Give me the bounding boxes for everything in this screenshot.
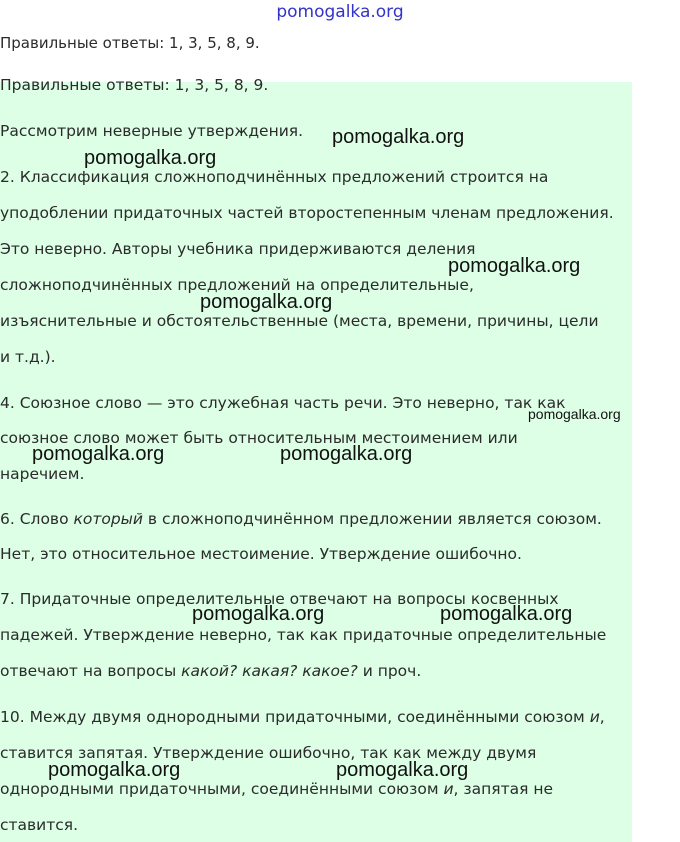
watermark-text: pomogalka.org (280, 443, 413, 465)
paragraph-line: 7. Придаточные определительные отвечают на вопросы косвенных (0, 590, 559, 608)
paragraph-line (0, 780, 553, 798)
watermark-text: pomogalka.org (84, 147, 217, 169)
paragraph-line: 4. Союзное слово — это служебная часть речи. Это неверно, так как (0, 394, 566, 412)
text-run: 10. Между двумя однородными придаточными, соединёнными союзом (0, 708, 590, 726)
emphasis-text: какой? какая? какое? (181, 662, 358, 680)
text-run: 6. Слово (0, 510, 74, 528)
paragraph-line: сложноподчинённых предложений на определительные, (0, 276, 474, 294)
watermark-text: pomogalka.org (200, 291, 333, 313)
watermark-text: pomogalka.org (336, 759, 469, 781)
paragraph-line (0, 708, 605, 726)
emphasis-text: и (443, 780, 454, 798)
answer-summary: Правильные ответы: 1, 3, 5, 8, 9. (0, 34, 260, 52)
paragraph-line: ставится запятая. Утверждение ошибочно, так как между двумя (0, 744, 537, 762)
paragraph-line: ставится. (0, 816, 79, 834)
paragraph-line: Нет, это относительное местоимение. Утверждение ошибочно. (0, 545, 522, 563)
paragraph-line: падежей. Утверждение неверно, так как придаточные определительные (0, 626, 607, 644)
watermark-text: pomogalka.org (332, 126, 465, 148)
text-run: и проч. (357, 662, 422, 680)
text-run: , запятая не (453, 780, 554, 798)
watermark-text: pomogalka.org (440, 603, 573, 625)
emphasis-text: и (589, 708, 600, 726)
paragraph-line: изъяснительные и обстоятельственные (места, времени, причины, цели (0, 312, 599, 330)
paragraph-line: союзное слово может быть относительным местоимением или (0, 429, 518, 447)
watermark-text: pomogalka.org (32, 443, 165, 465)
watermark-text: pomogalka.org (48, 759, 181, 781)
paragraph-line: Рассмотрим неверные утверждения. (0, 122, 304, 140)
answer-summary-repeat: Правильные ответы: 1, 3, 5, 8, 9. (0, 76, 269, 94)
paragraph-line: уподоблении придаточных частей второстепенным членам предложения. (0, 204, 614, 222)
site-link[interactable]: pomogalka.org (276, 2, 404, 22)
paragraph-line (0, 510, 602, 528)
text-run: однородными придаточными, соединёнными союзом (0, 780, 444, 798)
watermark-text: pomogalka.org (192, 603, 325, 625)
text-run: , (599, 708, 605, 726)
paragraph-line: и т.д.). (0, 348, 56, 366)
paragraph-line: 2. Классификация сложноподчинённых предложений строится на (0, 168, 549, 186)
watermark-text: pomogalka.org (528, 406, 621, 422)
text-run: в сложноподчинённом предложении является союзом. (143, 510, 602, 528)
text-run: отвечают на вопросы (0, 662, 182, 680)
watermark-text: pomogalka.org (448, 255, 581, 277)
paragraph-line (0, 662, 421, 680)
paragraph-line: Это неверно. Авторы учебника придерживаются деления (0, 240, 476, 258)
paragraph-line: наречием. (0, 465, 85, 483)
emphasis-text: который (73, 510, 143, 528)
